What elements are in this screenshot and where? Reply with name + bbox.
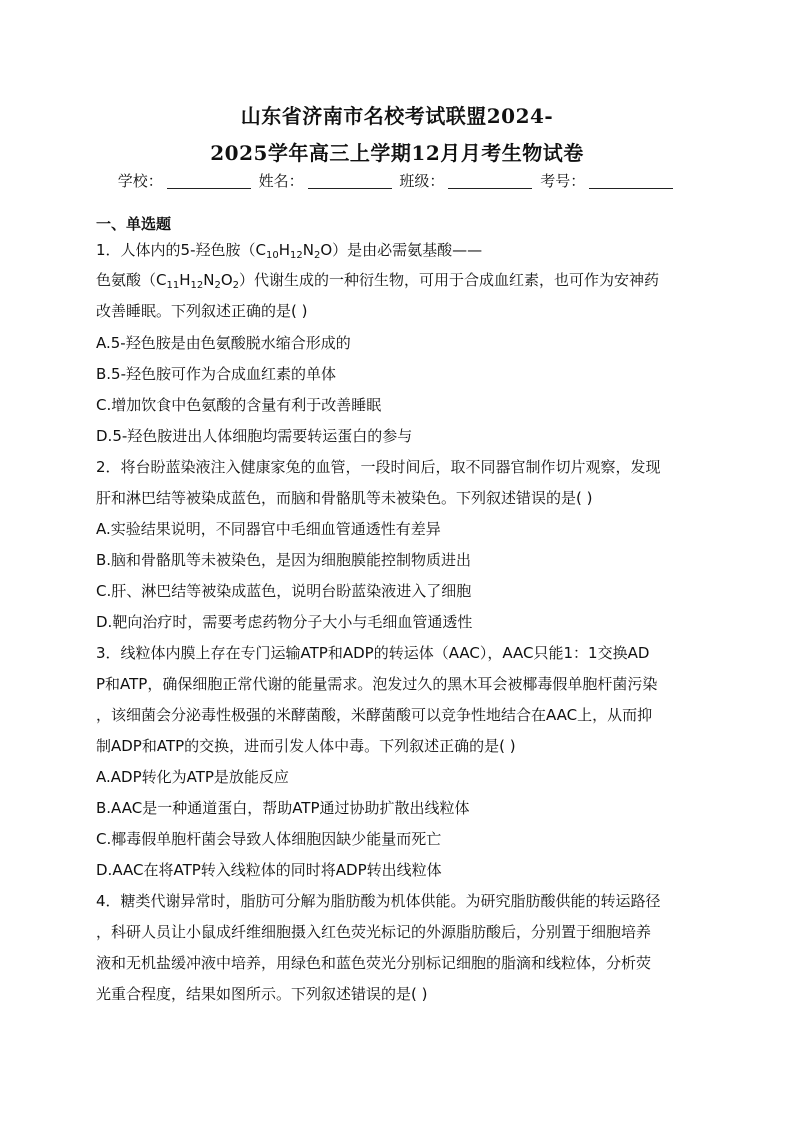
q1-option-b[interactable]: B.5-羟色胺可作为合成血红素的单体 xyxy=(96,365,337,383)
exam-number-label: 考号： xyxy=(540,172,586,190)
q4-stem-line2: ，科研人员让小鼠成纤维细胞摄入红色荧光标记的外源脂肪酸后，分别置于细胞培养 xyxy=(96,923,652,941)
q2-stem-line2: 肝和淋巴结等被染成蓝色，而脑和骨骼肌等未被染色。下列叙述错误的是( ) xyxy=(96,489,593,507)
name-blank[interactable] xyxy=(308,174,392,189)
q1-stem-line1: 1．人体内的5-羟色胺$(C_{10}H_{12}N_2O)$是由必需氨基酸—— xyxy=(96,241,483,261)
q3-option-b[interactable]: B.AAC是一种通道蛋白，帮助ATP通过协助扩散出线粒体 xyxy=(96,799,470,817)
section-title: 一、单选题 xyxy=(96,215,172,233)
class-label: 班级： xyxy=(399,172,445,190)
q1-option-a[interactable]: A.5-羟色胺是由色氨酸脱水缩合形成的 xyxy=(96,334,351,352)
q3-option-d[interactable]: D.AAC在将ATP转入线粒体的同时将ADP转出线粒体 xyxy=(96,861,442,879)
school-label: 学校： xyxy=(117,172,163,190)
q3-stem-line1: 3．线粒体内膜上存在专门运输ATP和ADP的转运体（AAC），AAC只能1：1交换AD xyxy=(96,644,650,662)
q1-stem-line2: 色氨酸$(C_{11}H_{12}N_2O_2)$代谢生成的一种衍生物，可用于合成血红素，也可作为安神药 xyxy=(96,271,660,291)
q1-stem-line3: 改善睡眠。下列叙述正确的是( ) xyxy=(96,302,308,320)
exam-title-line1: 山东省济南市名校考试联盟2024- xyxy=(240,104,554,128)
q3-option-c[interactable]: C.椰毒假单胞杆菌会导致人体细胞因缺少能量而死亡 xyxy=(96,830,442,848)
q3-option-a[interactable]: A.ADP转化为ATP是放能反应 xyxy=(96,768,289,786)
q4-stem-line1: 4．糖类代谢异常时，脂肪可分解为脂肪酸为机体供能。为研究脂肪酸供能的转运路径 xyxy=(96,892,661,910)
q3-stem-line2: P和ATP，确保细胞正常代谢的能量需求。泡发过久的黑木耳会被椰毒假单胞杆菌污染 xyxy=(96,675,658,693)
q2-option-c[interactable]: C.肝、淋巴结等被染成蓝色，说明台盼蓝染液进入了细胞 xyxy=(96,582,472,600)
q3-stem-line4: 制ADP和ATP的交换，进而引发人体中毒。下列叙述正确的是( ) xyxy=(96,737,516,755)
student-info-row xyxy=(0,170,794,191)
q2-option-b[interactable]: B.脑和骨骼肌等未被染色，是因为细胞膜能控制物质进出 xyxy=(96,551,472,569)
q1-option-c[interactable]: C.增加饮食中色氨酸的含量有利于改善睡眠 xyxy=(96,396,382,414)
exam-number-blank[interactable] xyxy=(589,174,673,189)
q4-stem-line4: 光重合程度，结果如图所示。下列叙述错误的是( ) xyxy=(96,985,428,1003)
q2-stem-line1: 2．将台盼蓝染液注入健康家兔的血管，一段时间后，取不同器官制作切片观察，发现 xyxy=(96,458,661,476)
q4-stem-line3: 液和无机盐缓冲液中培养，用绿色和蓝色荧光分别标记细胞的脂滴和线粒体，分析荧 xyxy=(96,954,652,972)
q2-option-a[interactable]: A.实验结果说明，不同器官中毛细血管通透性有差异 xyxy=(96,520,441,538)
class-blank[interactable] xyxy=(448,174,532,189)
q2-option-d[interactable]: D.靶向治疗时，需要考虑药物分子大小与毛细血管通透性 xyxy=(96,613,473,631)
name-label: 姓名： xyxy=(258,172,304,190)
q1-option-d[interactable]: D.5-羟色胺进出人体细胞均需要转运蛋白的参与 xyxy=(96,427,413,445)
exam-title-line2: 2025学年高三上学期12月月考生物试卷 xyxy=(210,141,584,165)
q3-stem-line3: ，该细菌会分泌毒性极强的米酵菌酸，米酵菌酸可以竞争性地结合在AAC上，从而抑 xyxy=(96,706,653,724)
school-blank[interactable] xyxy=(167,174,251,189)
